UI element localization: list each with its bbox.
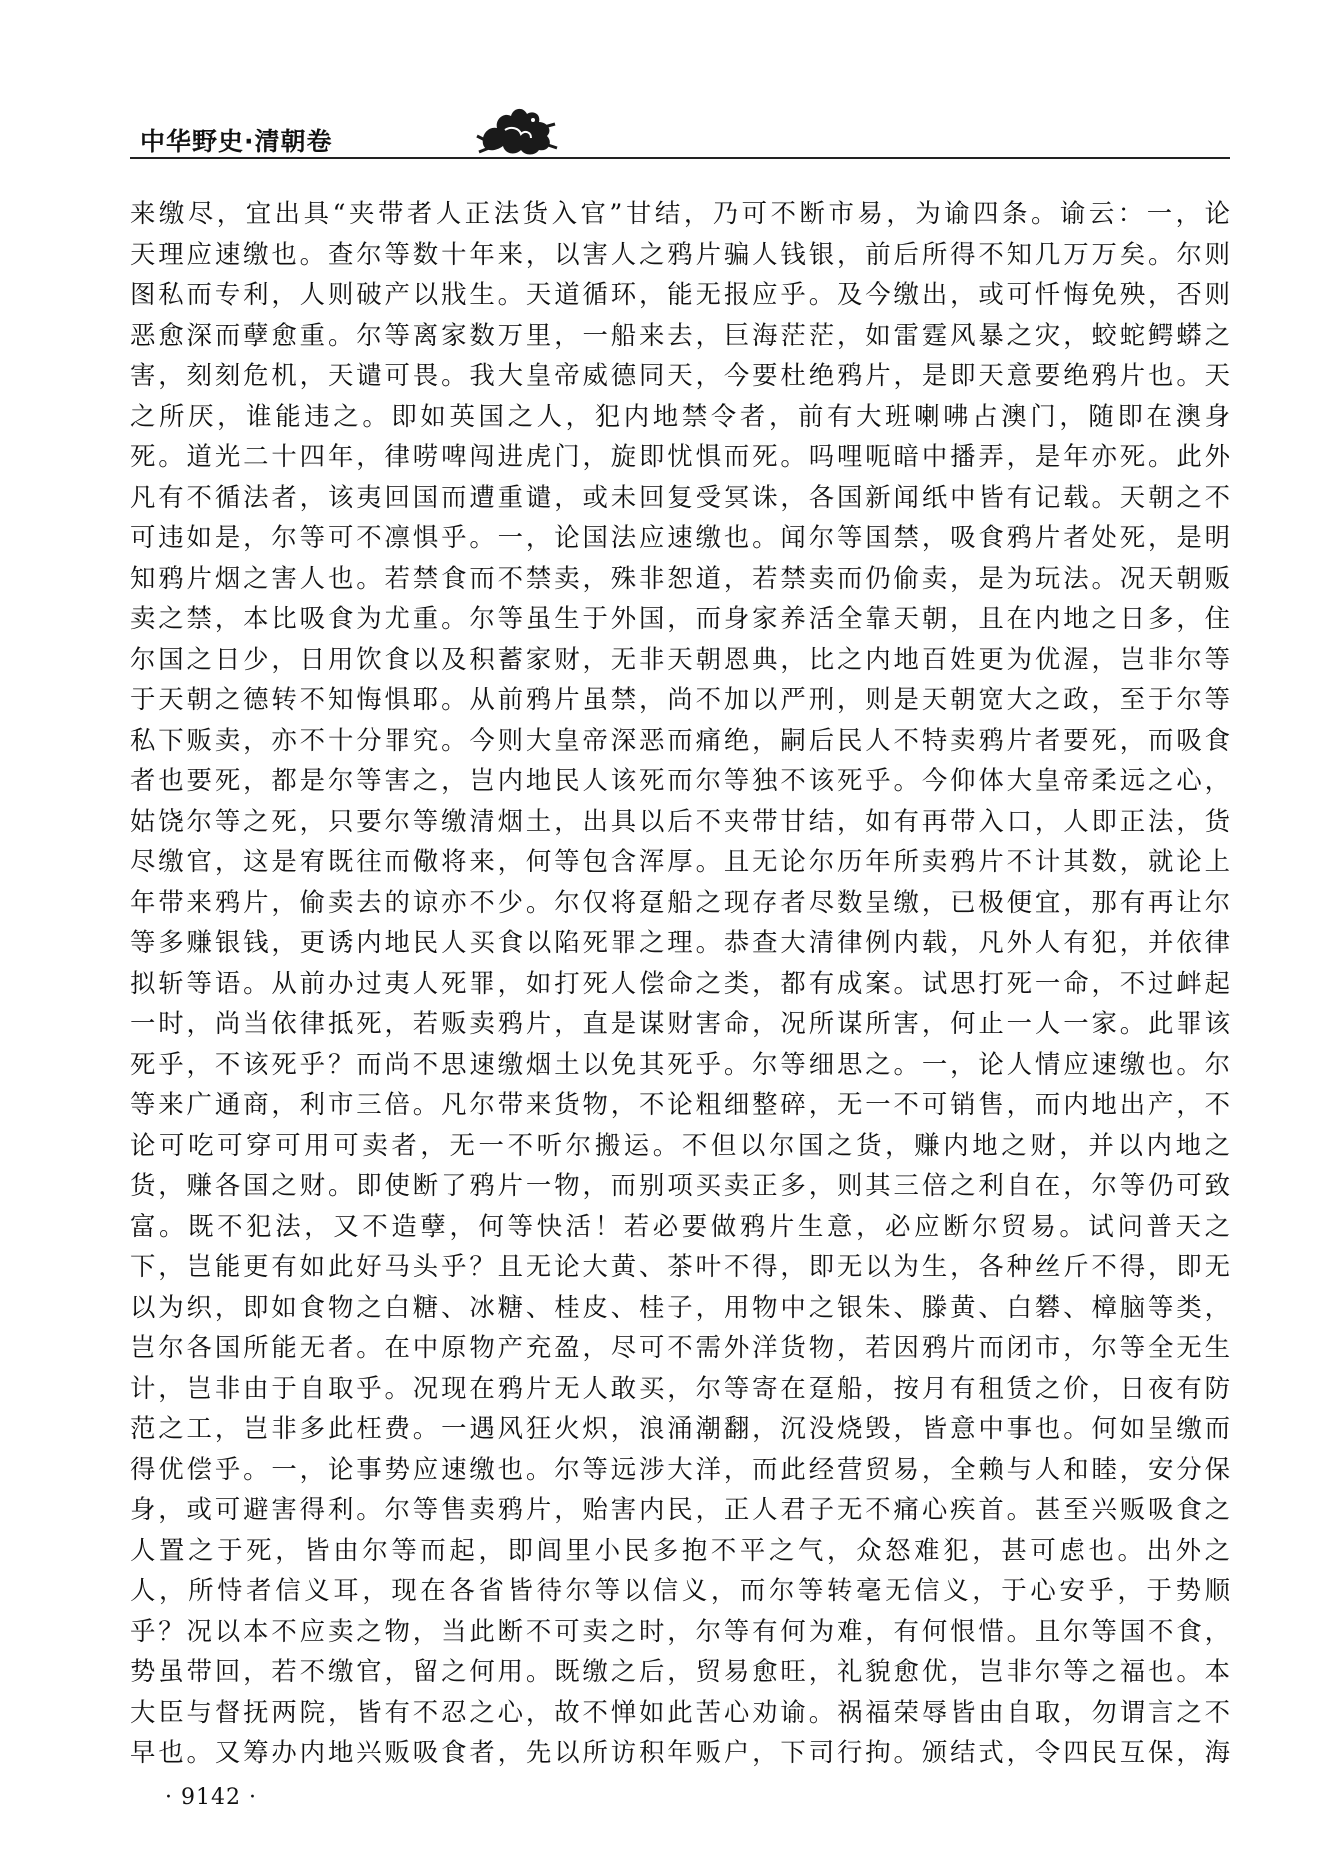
text-line: 死乎，不该死乎？而尚不思速缴烟土以免其死乎。尔等细思之。一，论人情应速缴也。尔 [130, 1048, 1230, 1079]
text-line: 早也。又筹办内地兴贩吸食者，先以所访积年贩户，下司行拘。颁结式，令四民互保，海 [130, 1737, 1230, 1767]
text-line: 拟斩等语。从前办过夷人死罪，如打死人偿命之类，都有成案。试思打死一命，不过衅起 [130, 967, 1230, 998]
text-line: 凡有不循法者，该夷回国而遭重谴，或未回复受冥诛，各国新闻纸中皆有记载。天朝之不 [130, 481, 1230, 512]
text-line: 私下贩卖，亦不十分罪究。今则大皇帝深恶而痛绝，嗣后民人不特卖鸦片者要死，而吸食 [130, 724, 1230, 755]
text-line: 死。道光二十四年，律唠啤闯进虎门，旋即忧惧而死。吗哩呃暗中播弄，是年亦死。此外 [130, 441, 1230, 471]
text-line: 人，所恃者信义耳，现在各省皆待尔等以信义，而尔等转毫无信义，于心安乎，于势顺 [130, 1575, 1230, 1605]
dragon-emblem-icon [475, 100, 561, 160]
text-line: 来缴尽，宜出具“夹带者人正法货入官”甘结，乃可不断市易，为谕四条。谕云：一，论 [130, 198, 1230, 228]
text-line: 范之工，岂非多此枉费。一遇风狂火炽，浪涌潮翻，沉没烧毁，皆意中事也。何如呈缴而 [130, 1413, 1230, 1443]
text-line: 姑饶尔等之死，只要尔等缴清烟土，出具以后不夹带甘结，如有再带入口，人即正法，货 [130, 805, 1230, 836]
text-line: 一时，尚当依律抵死，若贩卖鸦片，直是谋财害命，况所谋所害，何止一人一家。此罪该 [130, 1008, 1230, 1038]
text-line: 人置之于死，皆由尔等而起，即闾里小民多抱不平之气，众怒难犯，甚可虑也。出外之 [130, 1534, 1230, 1565]
text-line: 年带来鸦片，偷卖去的谅亦不少。尔仅将趸船之现存者尽数呈缴，已极便宜，那有再让尔 [130, 886, 1230, 917]
text-line: 等来广通商，利市三倍。凡尔带来货物，不论粗细整碎，无一不可销售，而内地出产，不 [130, 1089, 1230, 1119]
text-line: 卖之禁，本比吸食为尤重。尔等虽生于外国，而身家养活全靠天朝，且在内地之日多，住 [130, 603, 1230, 633]
text-line: 计，岂非由于自取乎。况现在鸦片无人敢买，尔等寄在趸船，按月有租赁之价，日夜有防 [130, 1372, 1230, 1403]
text-line: 身，或可避害得利。尔等售卖鸦片，贻害内民，正人君子无不痛心疾首。甚至兴贩吸食之 [130, 1494, 1230, 1524]
text-line: 下，岂能更有如此好马头乎？且无论大黄、茶叶不得，即无以为生，各种丝斤不得，即无 [130, 1251, 1230, 1281]
text-line: 大臣与督抚两院，皆有不忍之心，故不惮如此苦心劝谕。祸福荣辱皆由自取，勿谓言之不 [130, 1696, 1230, 1727]
text-line: 论可吃可穿可用可卖者，无一不听尔搬运。不但以尔国之货，赚内地之财，并以内地之 [130, 1129, 1230, 1160]
running-header [130, 100, 1230, 160]
text-line: 尔国之日少，日用饮食以及积蓄家财，无非天朝恩典，比之内地百姓更为优渥，岂非尔等 [130, 643, 1230, 674]
text-line: 可违如是，尔等可不凛惧乎。一，论国法应速缴也。闻尔等国禁，吸食鸦片者处死，是明 [130, 522, 1230, 552]
text-line: 尽缴官，这是宥既往而儆将来，何等包含浑厚。且无论尔历年所卖鸦片不计其数，就论上 [130, 846, 1230, 876]
text-line: 乎？况以本不应卖之物，当此断不可卖之时，尔等有何为难，有何恨惜。且尔等国不食， [130, 1615, 1230, 1646]
text-line: 图私而专利，人则破产以戕生。天道循环，能无报应乎。及今缴出，或可忏悔免殃，否则 [130, 279, 1230, 309]
text-line: 势虽带回，若不缴官，留之何用。既缴之后，贸易愈旺，礼貌愈优，岂非尔等之福也。本 [130, 1656, 1230, 1686]
text-line: 以为织，即如食物之白糖、冰糖、桂皮、桂子，用物中之银朱、滕黄、白礬、樟脑等类， [130, 1291, 1230, 1322]
text-line: 岂尔各国所能无者。在中原物产充盈，尽可不需外洋货物，若因鸦片而闭市，尔等全无生 [130, 1332, 1230, 1362]
header-rule [130, 157, 1230, 159]
page-number: · 9142 · [165, 1785, 257, 1810]
text-line: 之所厌，谁能违之。即如英国之人，犯内地禁令者，前有大班喇咈占澳门，随即在澳身 [130, 400, 1230, 431]
text-line: 者也要死，都是尔等害之，岂内地民人该死而尔等独不该死乎。今仰体大皇帝柔远之心， [130, 765, 1230, 795]
text-line: 于天朝之德转不知悔惧耶。从前鸦片虽禁，尚不加以严刑，则是天朝宽大之政，至于尔等 [130, 684, 1230, 714]
body-text [130, 193, 1230, 1773]
text-line: 等多赚银钱，更诱内地民人买食以陷死罪之理。恭查大清律例内载，凡外人有犯，并依律 [130, 927, 1230, 957]
text-line: 害，刻刻危机，天谴可畏。我大皇帝威德同天，今要杜绝鸦片，是即天意要绝鸦片也。天 [130, 360, 1230, 390]
text-line: 恶愈深而孽愈重。尔等离家数万里，一船来去，巨海茫茫，如雷霆风暴之灾，蛟蛇鳄蟒之 [130, 319, 1230, 350]
book-title: 中华野史·清朝卷 [140, 127, 333, 156]
text-line: 天理应速缴也。查尔等数十年来，以害人之鸦片骗人钱银，前后所得不知几万万矣。尔则 [130, 238, 1230, 269]
text-line: 得优偿乎。一，论事势应速缴也。尔等远涉大洋，而此经营贸易，全赖与人和睦，安分保 [130, 1453, 1230, 1484]
text-line: 富。既不犯法，又不造孽，何等快活！若必要做鸦片生意，必应断尔贸易。试问普天之 [130, 1210, 1230, 1241]
text-line: 货，赚各国之财。即使断了鸦片一物，而别项买卖正多，则其三倍之利自在，尔等仍可致 [130, 1170, 1230, 1200]
text-line: 知鸦片烟之害人也。若禁食而不禁卖，殊非恕道，若禁卖而仍偷卖，是为玩法。况天朝贩 [130, 562, 1230, 593]
